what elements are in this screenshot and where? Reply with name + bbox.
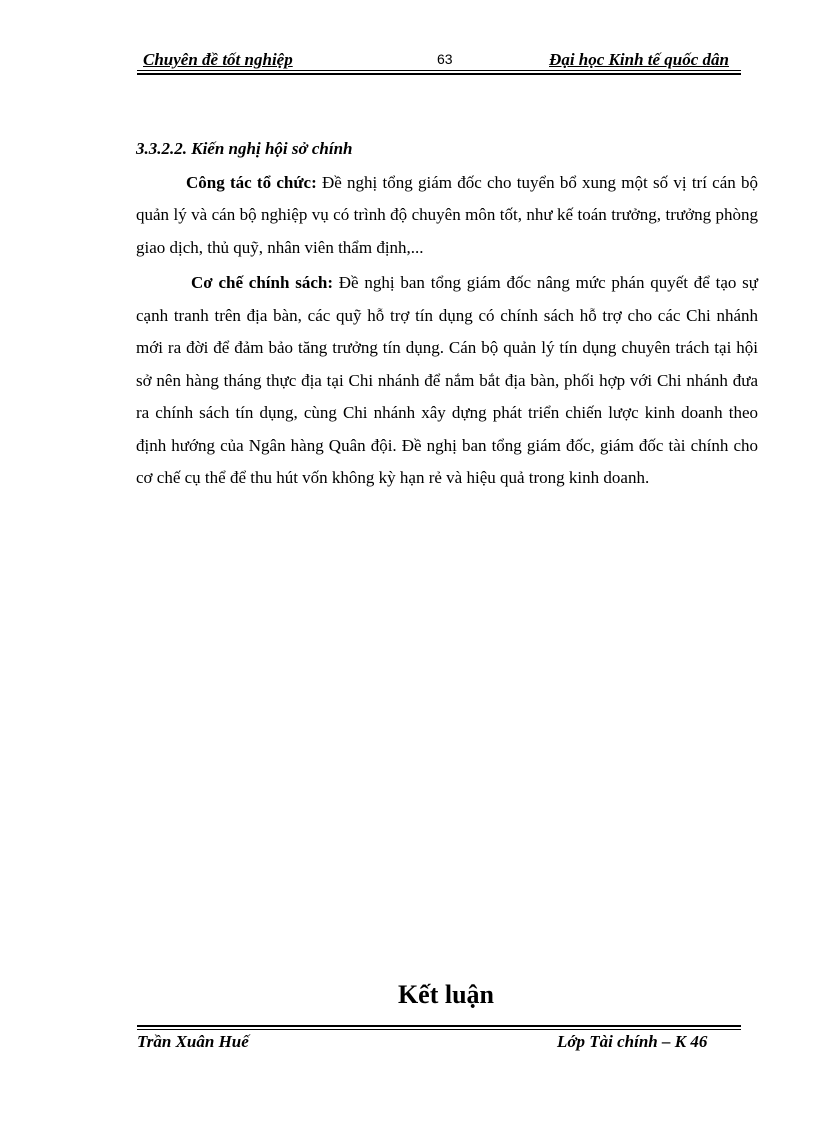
footer-author: Trần Xuân Huế <box>137 1032 249 1051</box>
page-header <box>137 46 729 68</box>
header-rule-thick <box>137 73 741 75</box>
footer-rule-thin <box>137 1029 741 1030</box>
main-content <box>136 133 758 495</box>
footer-class: Lớp Tài chính – K 46 <box>557 1032 708 1051</box>
conclusion-title: Kết luận <box>397 980 495 1009</box>
paragraph-policy <box>136 267 758 495</box>
paragraph-lead: Công tác tổ chức: <box>186 172 317 192</box>
header-document-type: Chuyên đề tốt nghiệp <box>143 50 293 69</box>
header-rule-thin <box>137 70 741 71</box>
paragraph-lead: Cơ chế chính sách: <box>191 273 333 292</box>
paragraph-text: Đề nghị tổng giám đốc cho tuyển bổ xung một số vị trí cán bộ quản lý và cán bộ nghiệp vụ có trình độ chuyên môn tốt, như kế toán trưởng, trưởng phòng giao dịch, thủ quỹ, nhân viên thẩm định,... <box>136 172 758 257</box>
page-number: 63 <box>437 51 453 67</box>
section-heading: 3.3.2.2. Kiến nghị hội sở chính <box>136 139 353 158</box>
footer-rule-thick <box>137 1025 741 1027</box>
header-university: Đại học Kinh tế quốc dân <box>549 50 729 69</box>
paragraph-organization <box>136 167 758 265</box>
paragraph-text: Đề nghị ban tổng giám đốc nâng mức phán quyết để tạo sự cạnh tranh trên địa bàn, các quỹ hỗ trợ tín dụng có chính sách hỗ trợ cho các Chi nhánh mới ra đời để đảm bảo tăng trưởng tín dụng. Cán bộ quản lý tín dụng chuyên trách tại hội sở nên hàng tháng thực địa tại Chi nhánh để nắm bắt địa bàn, phối hợp với Chi nhánh đưa ra chính sách tín dụng, cùng Chi nhánh xây dựng phát triển chiến lược kinh doanh theo định hướng của Ngân hàng Quân đội. Đề nghị ban tổng giám đốc, giám đốc tài chính cho cơ chế cụ thể để thu hút vốn không kỳ hạn rẻ và hiệu quả trong kinh doanh. <box>136 273 758 487</box>
